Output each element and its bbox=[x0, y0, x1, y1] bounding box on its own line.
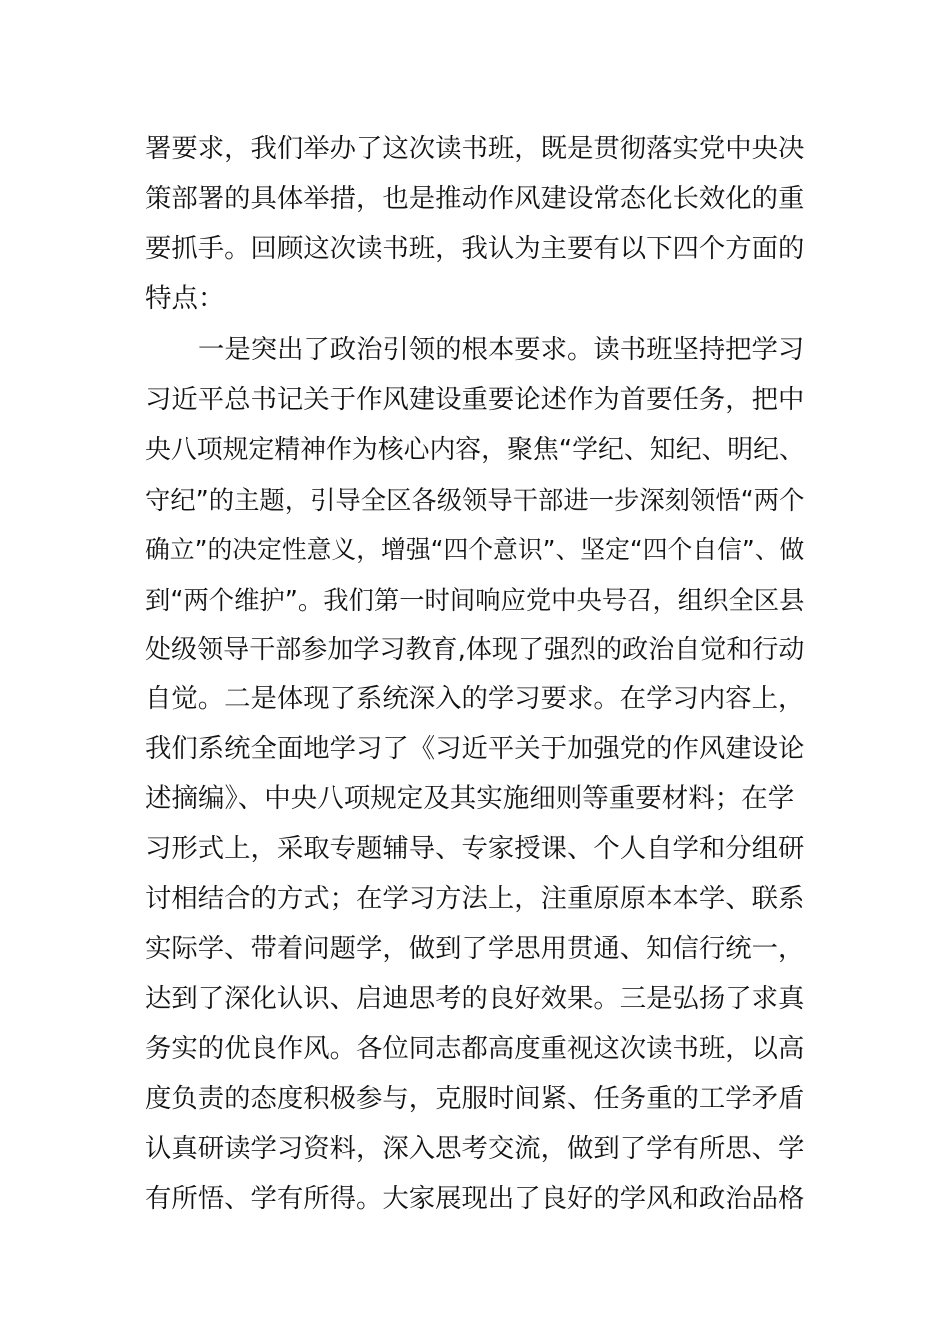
body-text-line: 务实的优良作风。各位同志都高度重视这次读书班，以高 bbox=[145, 1034, 805, 1064]
body-text-line: 策部署的具体举措，也是推动作风建设常态化长效化的重 bbox=[145, 184, 805, 214]
body-text-line: 我们系统全面地学习了《习近平关于加强党的作风建设论 bbox=[145, 734, 805, 764]
body-text-line: 处级领导干部参加学习教育,体现了强烈的政治自觉和行动 bbox=[145, 635, 805, 665]
body-text-line: 有所悟、学有所得。大家展现出了良好的学风和政治品格 bbox=[145, 1184, 805, 1214]
body-text-line: 认真研读学习资料，深入思考交流，做到了学有所思、学 bbox=[145, 1134, 805, 1164]
paragraph-first-line: 一是突出了政治引领的根本要求。读书班坚持把学习 bbox=[198, 335, 805, 365]
body-text-line: 要抓手。回顾这次读书班，我认为主要有以下四个方面的 bbox=[145, 234, 805, 264]
body-text-line: 述摘编》、中央八项规定及其实施细则等重要材料；在学 bbox=[145, 783, 795, 814]
body-text-line: 实际学、带着问题学，做到了学思用贯通、知信行统一， bbox=[145, 934, 805, 964]
body-text-line: 到“两个维护”。我们第一时间响应党中央号召，组织全区县 bbox=[145, 585, 805, 615]
body-text-line: 守纪”的主题，引导全区各级领导干部进一步深刻领悟“两个 bbox=[145, 485, 805, 515]
body-text-line: 特点： bbox=[145, 283, 225, 314]
body-text-line: 署要求，我们举办了这次读书班，既是贯彻落实党中央决 bbox=[145, 134, 805, 164]
body-text-line: 习形式上，采取专题辅导、专家授课、个人自学和分组研 bbox=[145, 834, 805, 864]
body-text-line: 自觉。二是体现了系统深入的学习要求。在学习内容上， bbox=[145, 684, 805, 714]
body-text-line: 讨相结合的方式；在学习方法上，注重原原本本学、联系 bbox=[145, 884, 805, 914]
body-text-line: 习近平总书记关于作风建设重要论述作为首要任务，把中 bbox=[145, 385, 805, 415]
body-text-line: 央八项规定精神作为核心内容，聚焦“学纪、知纪、明纪、 bbox=[145, 435, 805, 465]
body-text-line: 度负责的态度积极参与，克服时间紧、任务重的工学矛盾 bbox=[145, 1084, 805, 1114]
body-text-line: 确立”的决定性意义，增强“四个意识”、坚定“四个自信”、做 bbox=[145, 535, 805, 564]
body-text-line: 达到了深化认识、启迪思考的良好效果。三是弘扬了求真 bbox=[145, 984, 805, 1014]
